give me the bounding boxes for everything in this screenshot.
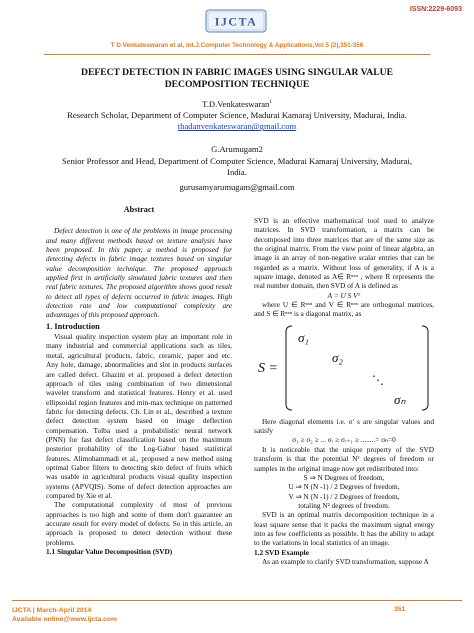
matrix-left-bracket: [286, 326, 292, 410]
author-block: [44, 97, 430, 193]
dof-line-u: U ⇒ N (N -1) / 2 Degrees of freedom,: [288, 482, 400, 492]
issn-label: ISSN:2229-6093: [409, 6, 462, 13]
matrix-entry-sigma-n: σₙ: [394, 391, 406, 407]
dof-line-v: V ⇒ N (N -1) / 2 Degrees of freedom,: [288, 491, 400, 501]
singular-value-ordering: σ₁ ≥ σ₂ ≥ ... σᵣ ≥ σᵣ₊₁ ≥ ........= σₙ=0: [292, 435, 396, 445]
author-2-email: gurusamyarumugam@gmail.com: [179, 182, 295, 193]
matrix-s-label: S =: [258, 360, 278, 376]
matrix-entry-sigma-1: σ₁: [298, 329, 309, 345]
abstract-text: Defect detection is one of the problems in image processing and many different methods based on texture analysis have been proposed. In this paper, a method is proposed for detecting defects in fabric image textures based on singular value decomposition technique. The proposed approach applied first in artificially simulated fabric textures and then real fabric textures. The proposed algorithm shows good result to detect all types of defects occurred in fabric images. High detection rate and low computational complexity are advantages of this proposed approach.: [46, 226, 232, 320]
page-number: 351: [394, 606, 406, 613]
introduction-paragraph-1: Visual quality inspection system play an important role in many industrial and commercial applications such as tiles, metal, agricultural products, fabric, ceramic, paper and etc. Any hole, damage, abnormalities and slot in products surfaces are called defect. Ghazini et al. proposed a defect detection approach of tiles using combination of two dimensional wavelet transform and statistical features. Henry et al. used ellipsoidal region features and min-max technique on patterned fabric for detecting defects. Ch. Lin et al., described a texture defect detection system based on image deflection compensation. Tolba used a probabilistic neural network (PNN) for fast defect classification based on the maximum posterior probability of the Log-Gabor based statistical features. Alimohammadi et al., proposed a new method using optimal Gabor filters to detecting skin defect of fruits which was usable in agricultural products visual quality inspection systems (APVQIS). Some of defect detection approaches are compared by Xie et al.: [46, 332, 232, 500]
footer-left: [12, 606, 117, 624]
abstract-heading: Abstract: [123, 205, 155, 214]
matrix-right-bracket: [422, 326, 428, 410]
svg-text:IJCTA: IJCTA: [214, 14, 258, 29]
header-divider: [44, 54, 430, 55]
footer-issue: IJCTA | March-April 2014: [12, 607, 92, 614]
introduction-heading: 1. Introduction: [46, 321, 100, 331]
title-line-1: DEFECT DETECTION IN FABRIC IMAGES USING SINGULAR VALUE: [81, 67, 393, 78]
svd-subsection-heading: 1.1 Singular Value Decomposition (SVD): [46, 547, 173, 557]
author-1-name: T.D.Venkateswaran: [202, 98, 270, 109]
introduction-paragraph-2: The computational complexity of most of previous approaches is too high and some of them don't guarantee an accurate result for every model of defects. So in this article, an approach is proposed to detect detection without these problems.: [46, 500, 232, 547]
left-column: [46, 205, 232, 556]
author-2-affiliation-line-2: India.: [227, 166, 247, 177]
singular-values-text: Here diagonal elements i.e. σ' s are singular values and satisfy: [254, 416, 434, 436]
author-1: [44, 97, 430, 132]
author-1-email-link[interactable]: thadanvenkateswaran@gmail.com: [177, 121, 297, 132]
svd-intro-paragraph: SVD is an effective mathematical tool used to analyze matrices. In SVD transformation, a matrix can be decomposed into three matrices that are of the same size as the original matrix. From the view point of linear algebra, an image is an array of non-negative scalar entries that can be regarded as a matrix. Without loss of generality, if A is a square image, denoted as A∈ Rⁿˣⁿ , where R represents the real number domain, then SVD of A is defined as: [254, 216, 434, 291]
matrix-entry-dots: ⋱: [372, 372, 384, 387]
svd-optimal-text: SVD is an optimal matrix decomposition technique in a least square sense that it packs the maximum signal energy into as few coefficients as possible. It has the ability to adapt to the variations in local statistics of an image.: [254, 510, 434, 548]
author-1-name-line: [44, 97, 430, 110]
noticeable-property-text: It is noticeable that the unique property of the SVD transform is that the potential N² degrees of freedom or samples in the original image now get redistributed into:: [254, 444, 434, 473]
svd-example-text: As an example to clarify SVD transformation, suppose A: [262, 556, 429, 566]
author-1-affiliation: Research Scholar, Department of Computer Science, Madurai Kamaraj University, Madurai, India.: [67, 110, 407, 121]
author-1-superscript: 1: [269, 100, 272, 105]
diagonal-matrix-figure: [254, 322, 434, 414]
orthogonal-matrices-text: where U ∈ Rⁿˣⁿ and V ∈ Rⁿˣⁿ are orthogonal matrices, and S ∈ Rⁿˣⁿ is a diagonal matrix, as: [254, 300, 434, 319]
title-line-2: DECOMPOSITION TECHNIQUE: [164, 79, 310, 90]
paper-title: [60, 67, 414, 91]
author-2-name: G.Arumugam2: [211, 144, 263, 155]
page-header: [0, 0, 474, 44]
dof-line-total: totaling N² degrees of freedom.: [298, 500, 390, 510]
svd-equation: A = U S Vᵀ: [327, 290, 361, 300]
dof-line-s: S ⇒ N Degrees of freedom,: [303, 472, 385, 482]
svd-example-heading: 1.2 SVD Example: [254, 547, 309, 557]
journal-logo: [205, 9, 267, 33]
right-column: [254, 216, 434, 566]
diagonal-matrix-svg: [254, 322, 434, 414]
footer-divider: [12, 600, 462, 601]
author-2-affiliation-line-1: Senior Professor and Head, Department of Computer Science, Madurai Kamaraj University, Madurai,: [61, 155, 412, 166]
journal-citation-line: T D Venkateswaran et al, Int.J.Computer Technology & Applications,Vol 5 (2),351-356: [110, 42, 364, 49]
author-2: [44, 144, 430, 193]
matrix-entry-sigma-2: σ₂: [332, 349, 343, 365]
footer-website: Available online@www.ijcta.com: [12, 616, 118, 623]
